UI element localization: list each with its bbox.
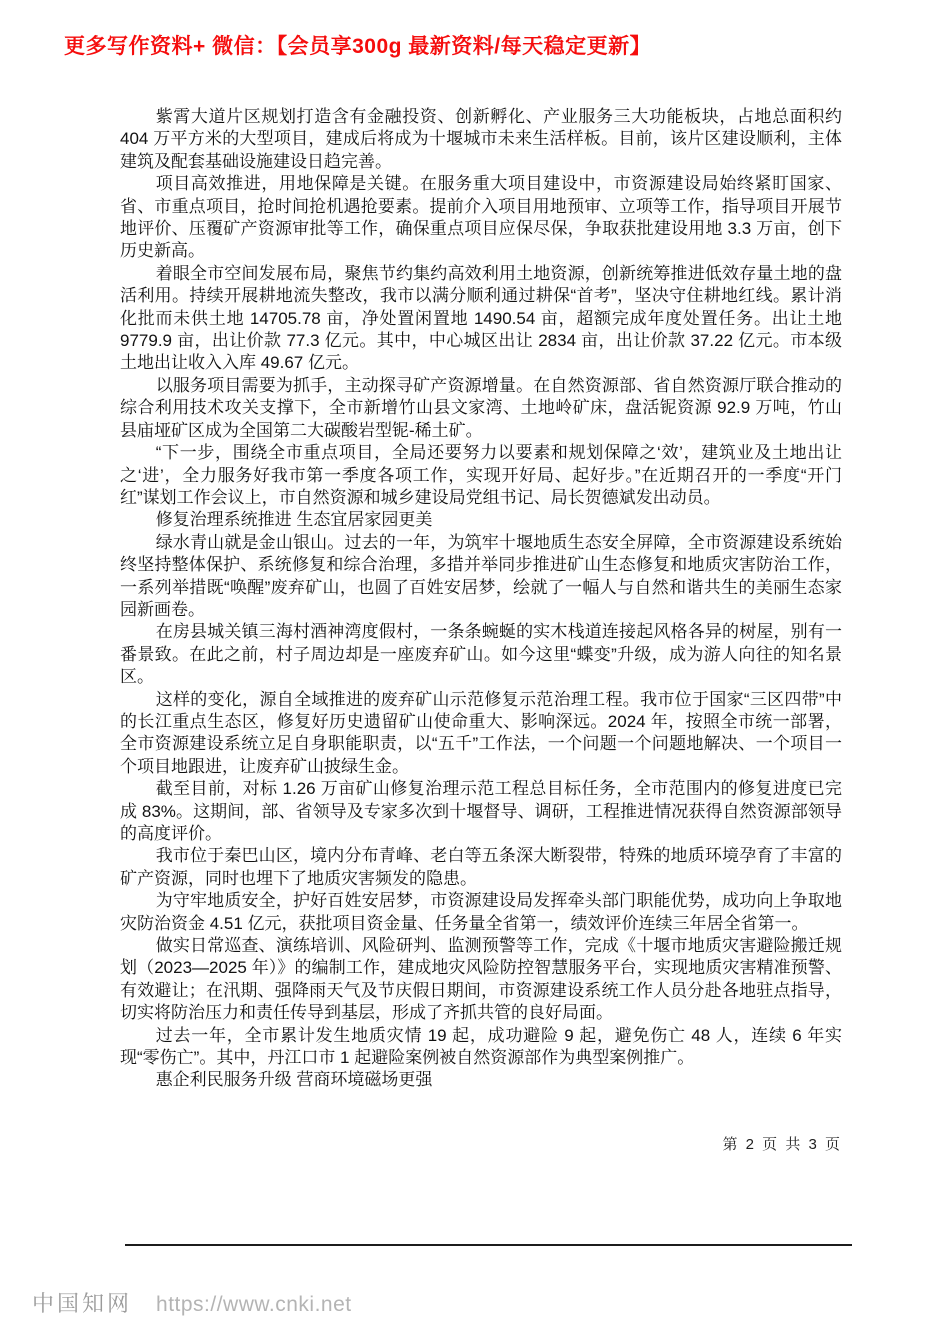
section-heading: 惠企利民服务升级 营商环境磁场更强 [155, 1070, 433, 1090]
paragraph: 我市位于秦巴山区，境内分布青峰、老白等五条深大断裂带，特殊的地质环境孕育了丰富的矿产资源，同时也埋下了地质灾害频发的隐患。 [120, 846, 842, 888]
paragraph: 以服务项目需要为抓手，主动探寻矿产资源增量。在自然资源部、省自然资源厅联合推动的综合利用技术攻关支撑下，全市新增竹山县文家湾、土地岭矿床，盘活铌资源 92.9 万吨，竹山县庙垭矿区成为全国第二大碳酸岩型铌-稀土矿。 [120, 375, 842, 440]
paragraph: 做实日常巡查、演练培训、风险研判、监测预警等工作，完成《十堰市地质灾害避险搬迁规划（2023—2025 年）》的编制工作，建成地灾风险防控智慧服务平台，实现地质灾害精准预警、有效避让；在汛期、强降雨天气及节庆假日期间，市资源建设系统工作人员分赴各地驻点指导，切实将防治压力和责任传导到基层，形成了齐抓共管的良好局面。 [120, 936, 842, 1023]
paragraph: “下一步，围绕全市重点项目，全局还要努力以要素和规划保障之‘效’，建筑业及土地出让之‘进’，全力服务好我市第一季度各项工作，实现开好局、起好步。”在近期召开的一季度“开门红”谋划工作会议上，市自然资源和城乡建设局党组书记、局长贺德斌发出动员。 [120, 443, 842, 507]
paragraph: 绿水青山就是金山银山。过去的一年，为筑牢十堰地质生态安全屏障，全市资源建设系统始终坚持整体保护、系统修复和综合治理，多措并举同步推进矿山生态修复和地质灾害防治工作，一系列举措既“唤醒”废弃矿山，也圆了百姓安居梦，绘就了一幅人与自然和谐共生的美丽生态家园新画卷。 [120, 532, 842, 619]
page-number-indicator: 第 2 页 共 3 页 [722, 1136, 842, 1153]
cnki-site-url: https://www.cnki.net [156, 1293, 352, 1316]
paragraph: 截至目前，对标 1.26 万亩矿山修复治理示范工程总目标任务，全市范围内的修复进度已完成 83%。这期间，部、省领导及专家多次到十堰督导、调研，工程推进情况获得自然资源部领导的高度评价。 [120, 779, 842, 843]
promo-header-text: 更多写作资料+ 微信：【会员享300g 最新资料/每天稳定更新】 [64, 35, 652, 58]
paragraph: 为守牢地质安全，护好百姓安居梦，市资源建设局发挥牵头部门职能优势，成功向上争取地灾防治资金 4.51 亿元，获批项目资金量、任务量全省第一，绩效评价连续三年居全省第一。 [120, 891, 842, 933]
document-body [120, 106, 842, 1092]
paragraph: 项目高效推进，用地保障是关键。在服务重大项目建设中，市资源建设局始终紧盯国家、省、市重点项目，抢时间抢机遇抢要素。提前介入项目用地预审、立项等工作，指导项目开展节地评价、压覆矿产资源审批等工作，确保重点项目应保尽保，争取获批建设用地 3.3 万亩，创下历史新高。 [120, 174, 842, 261]
paragraph: 紫霄大道片区规划打造含有金融投资、创新孵化、产业服务三大功能板块，占地总面积约 404 万平方米的大型项目，建成后将成为十堰城市未来生活样板。目前，该片区建设顺利，主体建筑及配套基础设施建设日趋完善。 [120, 107, 842, 171]
paragraph: 这样的变化，源自全域推进的废弃矿山示范修复示范治理工程。我市位于国家“三区四带”中的长江重点生态区，修复好历史遗留矿山使命重大、影响深远。2024 年，按照全市统一部署，全市资源建设系统立足自身职能职责，以“五千”工作法，一个问题一个问题地解决、一个项目一个项目地跟进，让废弃矿山披绿生金。 [120, 689, 842, 776]
footer-divider-line [125, 1244, 852, 1246]
paragraph: 在房县城关镇三海村酒神湾度假村，一条条蜿蜒的实木栈道连接起风格各异的树屋，别有一番景致。在此之前，村子周边却是一座废弃矿山。如今这里“蝶变”升级，成为游人向往的知名景区。 [120, 622, 842, 687]
cnki-site-name: 中国知网 [32, 1291, 133, 1316]
paragraph: 着眼全市空间发展布局，聚焦节约集约高效利用土地资源，创新统筹推进低效存量土地的盘活利用。持续开展耕地流失整改，我市以满分顺利通过耕保“首考”，坚决守住耕地红线。累计消化批而未供土地 14705.78 亩，净处置闲置地 1490.54 亩，超额完成年度处置任务。出让土地 9779.9 亩，出让价款 77.3 亿元。其中，中心城区出让 2834 亩，出让价款 37.22 亿元。市本级土地出让收入入库 49.67 亿元。 [120, 263, 842, 373]
section-heading: 修复治理系统推进 生态宜居家园更美 [155, 510, 433, 530]
cnki-watermark [32, 1287, 352, 1318]
paragraph: 过去一年，全市累计发生地质灾情 19 起，成功避险 9 起，避免伤亡 48 人，连续 6 年实现“零伤亡”。其中，丹江口市 1 起避险案例被自然资源部作为典型案例推广。 [120, 1025, 842, 1068]
